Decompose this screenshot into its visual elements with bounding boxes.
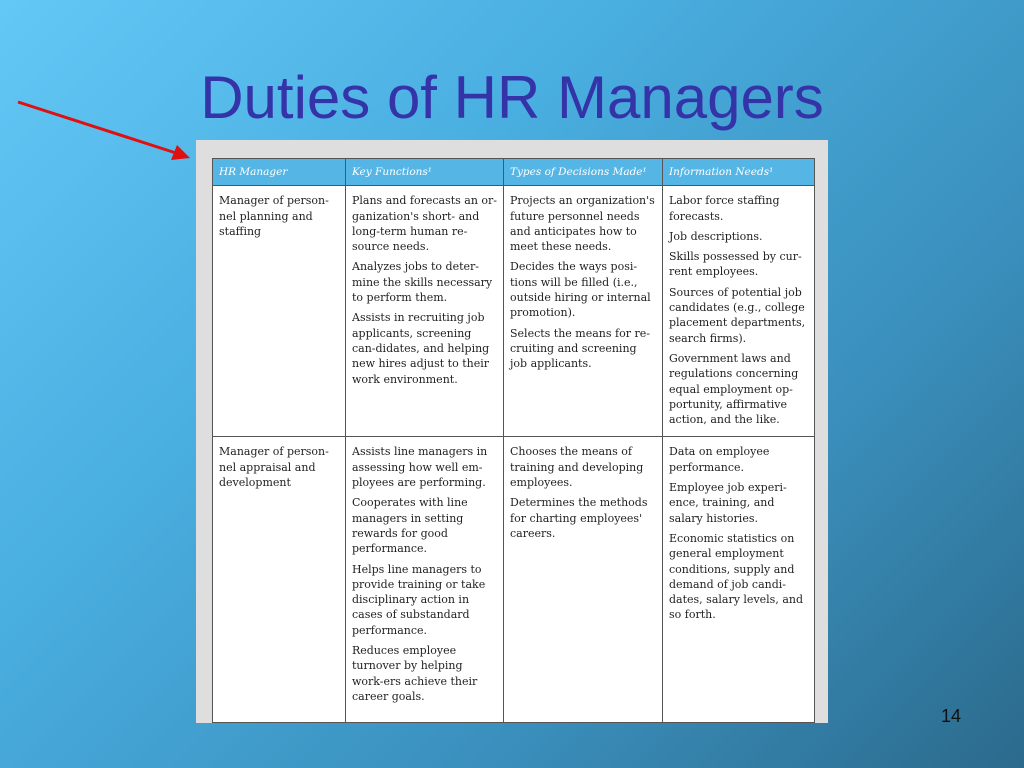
page-number: 14 xyxy=(940,706,962,726)
list-item: Selects the means for re-cruiting and screening job applicants. xyxy=(510,326,650,371)
list-item: Job descriptions. xyxy=(669,229,763,243)
list-item: Cooperates with line managers in setting rewards for good performance. xyxy=(352,496,468,556)
duties-table xyxy=(212,158,815,723)
list-item: Assists in recruiting job applicants, screening can-didates, and helping new hires adjust to their work environment. xyxy=(352,311,490,386)
header-information-needs: Information Needs¹ xyxy=(663,159,815,186)
list-item: Analyzes jobs to deter-mine the skills necessary to perform them. xyxy=(352,260,493,305)
table-figure xyxy=(196,140,828,723)
header-hr-manager: HR Manager xyxy=(213,159,346,186)
table-row xyxy=(213,437,815,723)
list-item: Skills possessed by cur-rent employees. xyxy=(669,250,802,279)
slide-title: Duties of HR Managers xyxy=(200,64,824,131)
list-item: Chooses the means of training and developing employees. xyxy=(510,445,644,490)
list-item: Plans and forecasts an or-ganization's short- and long-term human re-source needs. xyxy=(352,194,498,254)
list-item: Projects an organization's future personnel needs and anticipates how to meet these needs. xyxy=(510,194,655,254)
list-item: Government laws and regulations concerning equal employment op-portunity, affirmative action, and the like. xyxy=(669,351,799,427)
list-item: Helps line managers to provide training or take disciplinary action in cases of substandard performance. xyxy=(352,562,486,637)
list-item: Determines the methods for charting employees' careers. xyxy=(510,496,648,540)
list-item: Decides the ways posi-tions will be filled (i.e., outside hiring or internal promotion). xyxy=(510,260,651,320)
list-item: Data on employee performance. xyxy=(669,445,770,474)
decisions-cell xyxy=(504,437,663,723)
list-item: Labor force staffing forecasts. xyxy=(669,194,780,223)
functions-cell xyxy=(346,437,504,723)
info-cell xyxy=(663,437,815,723)
table-row xyxy=(213,186,815,437)
functions-cell xyxy=(346,186,504,437)
header-key-functions: Key Functions¹ xyxy=(346,159,504,186)
header-decisions: Types of Decisions Made¹ xyxy=(504,159,663,186)
list-item: Reduces employee turnover by helping work-ers achieve their career goals. xyxy=(352,644,478,703)
info-cell xyxy=(663,186,815,437)
list-item: Employee job experi-ence, training, and salary histories. xyxy=(669,481,787,525)
decisions-cell xyxy=(504,186,663,437)
list-item: Assists line managers in assessing how well em-ployees are performing. xyxy=(352,445,488,490)
manager-cell: Manager of person-nel appraisal and development xyxy=(213,437,346,723)
list-item: Sources of potential job candidates (e.g., college placement departments, search firms). xyxy=(669,285,806,345)
list-item: Economic statistics on general employment conditions, supply and demand of job candi-dates, salary levels, and so forth. xyxy=(669,531,804,622)
table-header-row xyxy=(213,159,815,186)
manager-cell: Manager of person-nel planning and staffing xyxy=(213,186,346,437)
